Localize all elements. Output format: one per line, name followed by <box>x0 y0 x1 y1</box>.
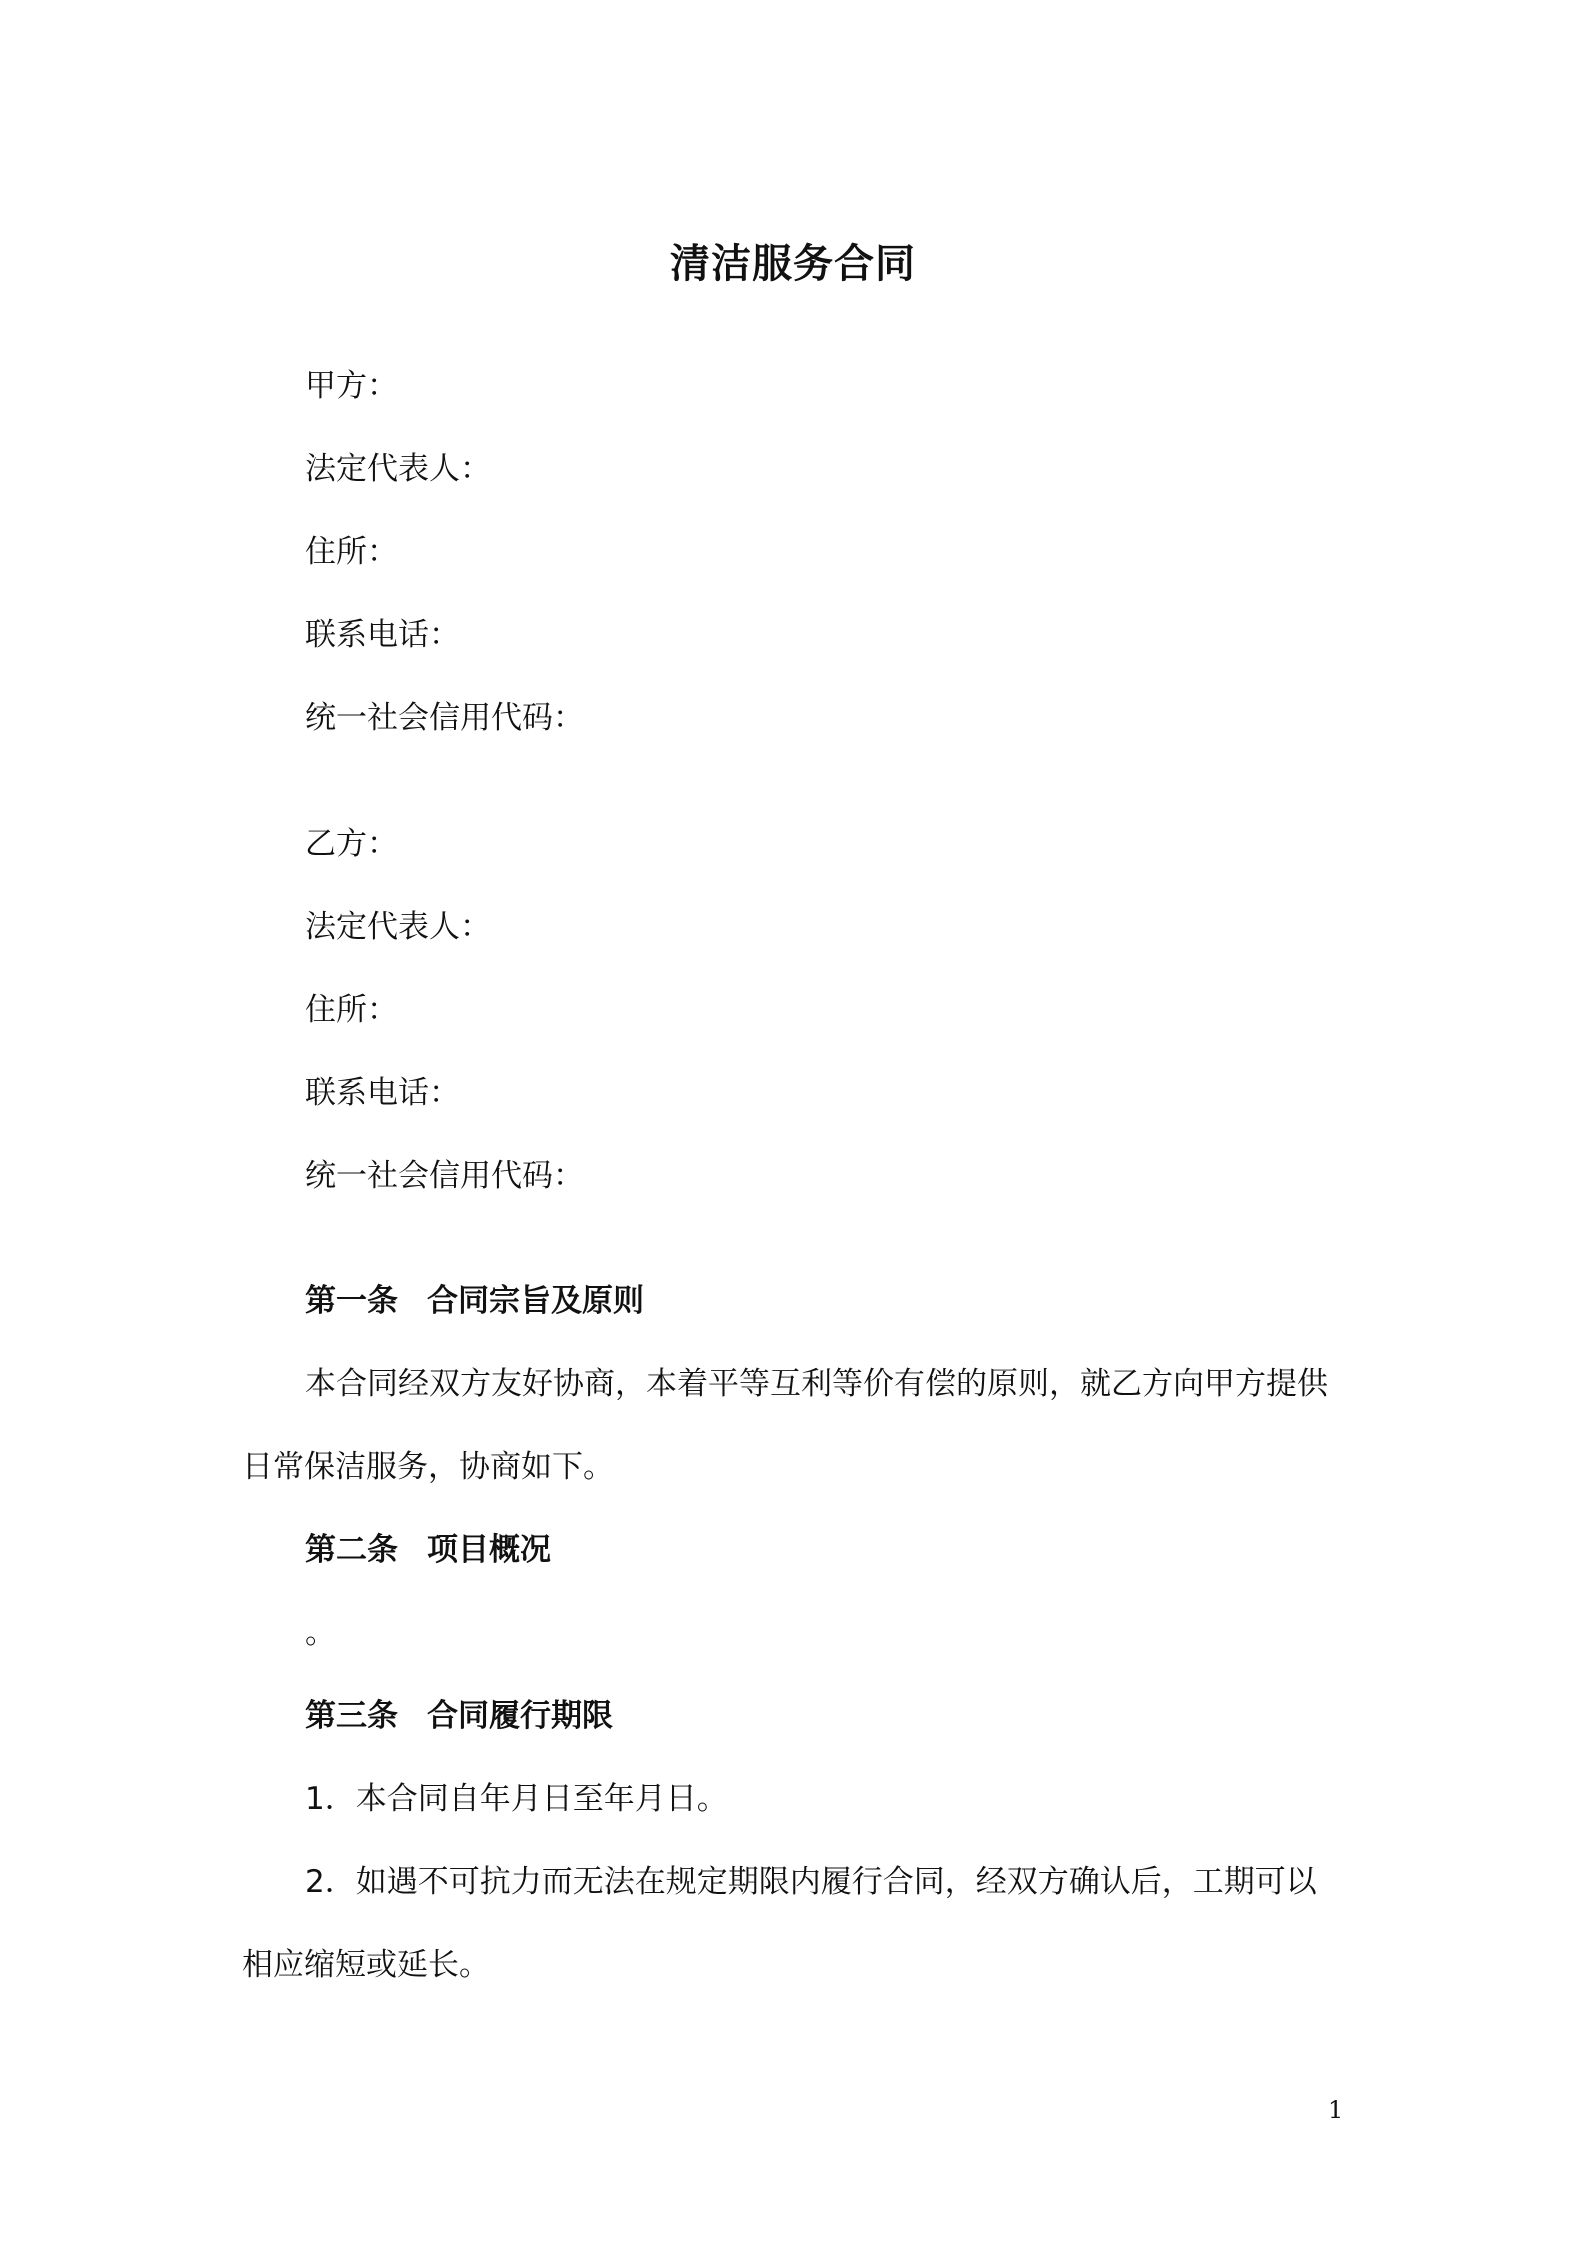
article-1-body-line-2: 日常保洁服务，协商如下。 <box>242 1449 614 1485</box>
party-b-phone-label: 联系电话： <box>305 1075 460 1111</box>
article-3-item-2-line-1: 2．如遇不可抗力而无法在规定期限内履行合同，经双方确认后，工期可以 <box>305 1864 1317 1900</box>
page-number: 1 <box>1328 2096 1344 2124</box>
party-a-rep-label: 法定代表人： <box>305 451 491 487</box>
party-a-credit-code-label: 统一社会信用代码： <box>305 700 584 736</box>
article-2-number: 第二条 <box>305 1532 398 1568</box>
article-3-number: 第三条 <box>305 1698 398 1734</box>
document-title: 清洁服务合同 <box>670 241 916 287</box>
article-1-heading <box>305 1281 644 1321</box>
article-1-number: 第一条 <box>305 1283 398 1319</box>
party-b-address-label: 住所： <box>305 992 398 1028</box>
article-2-title: 项目概况 <box>427 1532 551 1568</box>
article-2-heading <box>305 1530 551 1570</box>
article-2-body: 。 <box>305 1615 336 1651</box>
party-b-name-label: 乙方： <box>305 826 398 862</box>
article-1-body-line-1: 本合同经双方友好协商，本着平等互利等价有偿的原则，就乙方向甲方提供 <box>305 1366 1328 1402</box>
article-3-title: 合同履行期限 <box>427 1698 613 1734</box>
party-b-credit-code-label: 统一社会信用代码： <box>305 1158 584 1194</box>
party-a-phone-label: 联系电话： <box>305 617 460 653</box>
party-a-name-label: 甲方： <box>305 368 398 404</box>
article-3-item-2-line-2: 相应缩短或延长。 <box>242 1947 490 1983</box>
article-1-title: 合同宗旨及原则 <box>427 1283 644 1319</box>
article-3-item-1: 1．本合同自年月日至年月日。 <box>305 1781 728 1817</box>
party-a-address-label: 住所： <box>305 534 398 570</box>
article-3-heading <box>305 1696 613 1736</box>
party-b-rep-label: 法定代表人： <box>305 909 491 945</box>
